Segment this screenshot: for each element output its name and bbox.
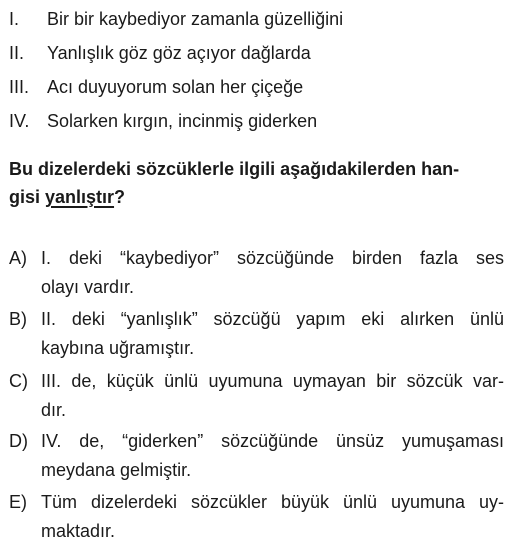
verse-text: Solarken kırgın, incinmiş giderken [47,111,318,131]
option-e[interactable] [9,488,504,546]
option-text-line-1: I. deki “kaybediyor” sözcüğünde birden fazla ses [41,248,504,268]
verse-text: Acı duyuyorum solan her çiçeğe [47,77,304,97]
option-text-line-1: IV. de, “giderken” sözcüğünde ünsüz yumuşaması [41,431,504,451]
option-letter: C) [9,371,28,391]
verse-text: Bir bir kaybediyor zamanla güzelliğini [47,9,344,29]
verse-4 [9,110,317,132]
option-text-line-1: Tüm dizelerdeki sözcükler büyük ünlü uyumuna uy- [41,492,504,512]
option-c[interactable] [9,367,504,425]
option-text-line-2: dır. [41,400,67,420]
question-prefix: gisi [9,187,46,207]
option-text-line-2: maktadır. [41,521,116,541]
option-a[interactable] [9,244,504,302]
option-letter: A) [9,248,27,268]
option-text-line-1: III. de, küçük ünlü uyumuna uymayan bir sözcük var- [41,371,504,391]
option-text-line-2: meydana gelmiştir. [41,460,192,480]
option-letter: D) [9,431,28,451]
verse-text: Yanlışlık göz göz açıyor dağlarda [47,43,311,63]
question-line-1: Bu dizelerdeki sözcüklerle ilgili aşağıdakilerden han- [9,159,460,179]
option-letter: B) [9,309,27,329]
verse-3 [9,76,303,98]
verse-number: II. [9,43,25,63]
option-letter: E) [9,492,27,512]
question-stem [9,155,504,211]
option-text-line-1: II. deki “yanlışlık” sözcüğü yapım eki alırken ünlü [41,309,504,329]
question-emphasis: yanlıştır [45,187,115,207]
question-suffix: ? [114,187,126,207]
verse-number: IV. [9,111,30,131]
option-d[interactable] [9,427,504,485]
verse-1 [9,8,343,30]
verse-number: I. [9,9,20,29]
option-b[interactable] [9,305,504,363]
option-text-line-2: kaybına uğramıştır. [41,338,195,358]
verse-number: III. [9,77,30,97]
verse-2 [9,42,311,64]
option-text-line-2: olayı vardır. [41,277,135,297]
question-line-2 [9,183,504,211]
